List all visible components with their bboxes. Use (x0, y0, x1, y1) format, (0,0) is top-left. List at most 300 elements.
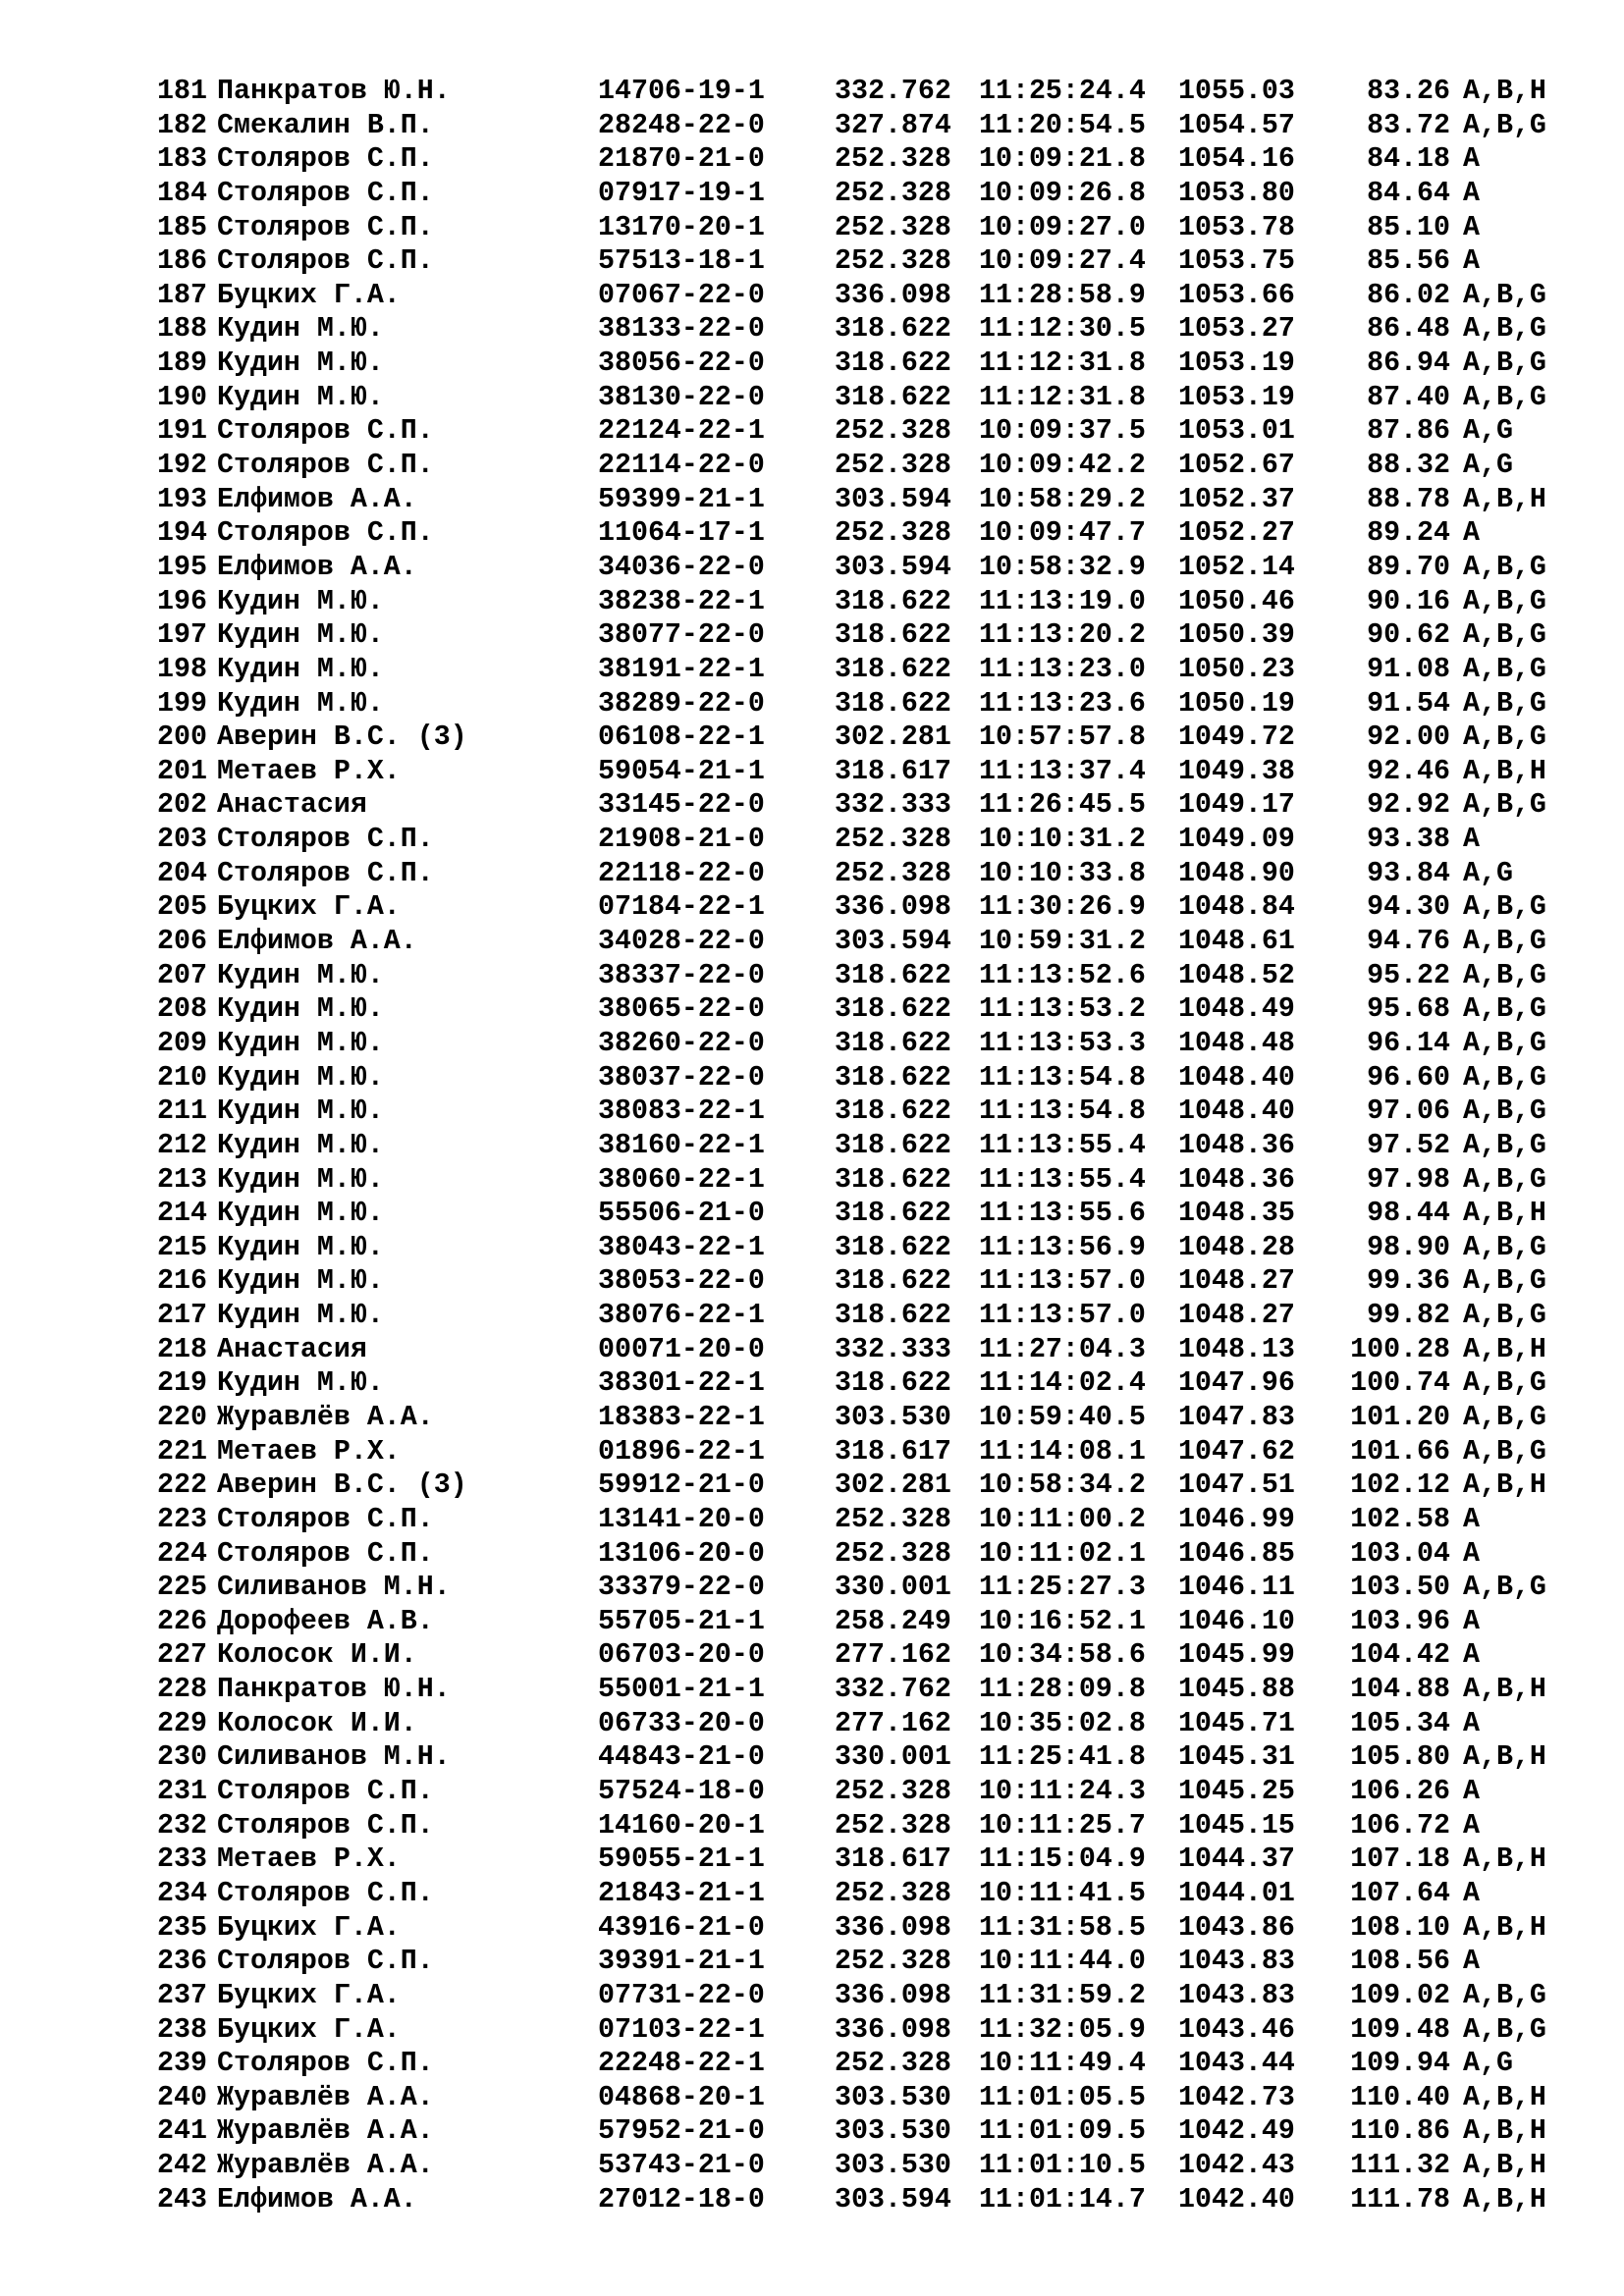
result-row (144, 551, 1558, 585)
ring-number: 06108-22-1 (598, 721, 765, 754)
class-codes: A (1463, 517, 1480, 550)
points-value: 89.24 (1367, 517, 1450, 550)
ring-number: 38043-22-1 (598, 1231, 765, 1263)
ring-number: 53743-21-0 (598, 2150, 765, 2182)
fancier-name: Смекалин В.П. (217, 109, 434, 141)
result-row (144, 2047, 1558, 2081)
position-number: 184 (157, 177, 207, 209)
speed-value: 1046.11 (1178, 1572, 1295, 1604)
fancier-name: Кудин М.Ю. (217, 653, 384, 685)
ring-number: 04868-20-1 (598, 2081, 765, 2113)
distance-km: 318.622 (835, 959, 951, 991)
distance-km: 318.622 (835, 1095, 951, 1128)
arrival-time: 10:59:31.2 (979, 926, 1146, 958)
distance-km: 303.530 (835, 2150, 951, 2182)
ring-number: 13170-20-1 (598, 211, 765, 243)
arrival-time: 11:25:24.4 (979, 76, 1146, 107)
ring-number: 07184-22-1 (598, 891, 765, 924)
position-number: 230 (157, 1741, 207, 1774)
arrival-time: 11:13:55.4 (979, 1163, 1146, 1196)
class-codes: A,B,G (1463, 1265, 1546, 1298)
position-number: 200 (157, 721, 207, 754)
fancier-name: Кудин М.Ю. (217, 1061, 384, 1094)
class-codes: A,B,H (1463, 1469, 1546, 1502)
points-value: 105.34 (1350, 1707, 1450, 1739)
position-number: 240 (157, 2081, 207, 2113)
position-number: 222 (157, 1469, 207, 1502)
speed-value: 1047.51 (1178, 1469, 1295, 1502)
ring-number: 33145-22-0 (598, 789, 765, 822)
result-row (144, 823, 1558, 857)
ring-number: 38053-22-0 (598, 1265, 765, 1298)
arrival-time: 11:01:14.7 (979, 2183, 1146, 2216)
points-value: 92.46 (1367, 755, 1450, 787)
speed-value: 1053.75 (1178, 245, 1295, 278)
class-codes: A,B,H (1463, 1333, 1546, 1365)
result-row (144, 1333, 1558, 1367)
arrival-time: 11:13:23.0 (979, 653, 1146, 685)
class-codes: A,B,G (1463, 1163, 1546, 1196)
speed-value: 1048.27 (1178, 1265, 1295, 1298)
ring-number: 13106-20-0 (598, 1537, 765, 1570)
distance-km: 318.622 (835, 1163, 951, 1196)
speed-value: 1042.49 (1178, 2115, 1295, 2148)
class-codes: A,B,G (1463, 1367, 1546, 1400)
distance-km: 252.328 (835, 245, 951, 278)
result-row (144, 1809, 1558, 1843)
distance-km: 252.328 (835, 1946, 951, 1978)
points-value: 96.60 (1367, 1061, 1450, 1094)
arrival-time: 11:28:58.9 (979, 279, 1146, 311)
arrival-time: 11:13:23.6 (979, 687, 1146, 720)
result-row (144, 1163, 1558, 1198)
result-row (144, 1877, 1558, 1911)
position-number: 195 (157, 551, 207, 583)
ring-number: 38160-22-1 (598, 1129, 765, 1161)
points-value: 87.40 (1367, 381, 1450, 413)
speed-value: 1045.88 (1178, 1674, 1295, 1706)
position-number: 219 (157, 1367, 207, 1400)
points-value: 84.18 (1367, 143, 1450, 176)
ring-number: 38037-22-0 (598, 1061, 765, 1094)
distance-km: 303.530 (835, 2081, 951, 2113)
speed-value: 1050.23 (1178, 653, 1295, 685)
fancier-name: Столяров С.П. (217, 1537, 434, 1570)
distance-km: 318.622 (835, 993, 951, 1026)
speed-value: 1049.09 (1178, 824, 1295, 856)
arrival-time: 11:13:57.0 (979, 1300, 1146, 1332)
distance-km: 336.098 (835, 279, 951, 311)
speed-value: 1045.25 (1178, 1776, 1295, 1808)
ring-number: 38191-22-1 (598, 653, 765, 685)
arrival-time: 11:13:20.2 (979, 619, 1146, 652)
points-value: 95.22 (1367, 959, 1450, 991)
points-value: 103.04 (1350, 1537, 1450, 1570)
ring-number: 21843-21-1 (598, 1877, 765, 1909)
distance-km: 252.328 (835, 857, 951, 889)
result-row (144, 1129, 1558, 1163)
ring-number: 38337-22-0 (598, 959, 765, 991)
ring-number: 55506-21-0 (598, 1198, 765, 1230)
result-row (144, 721, 1558, 755)
class-codes: A (1463, 1946, 1480, 1978)
class-codes: A,B,H (1463, 1198, 1546, 1230)
distance-km: 318.622 (835, 1061, 951, 1094)
position-number: 217 (157, 1300, 207, 1332)
points-value: 85.56 (1367, 245, 1450, 278)
arrival-time: 11:25:27.3 (979, 1572, 1146, 1604)
points-value: 103.96 (1350, 1605, 1450, 1637)
points-value: 91.54 (1367, 687, 1450, 720)
ring-number: 38301-22-1 (598, 1367, 765, 1400)
fancier-name: Елфимов А.А. (217, 483, 417, 515)
speed-value: 1048.27 (1178, 1300, 1295, 1332)
class-codes: A (1463, 1639, 1480, 1672)
position-number: 228 (157, 1674, 207, 1706)
position-number: 227 (157, 1639, 207, 1672)
ring-number: 21870-21-0 (598, 143, 765, 176)
fancier-name: Кудин М.Ю. (217, 381, 384, 413)
points-value: 88.32 (1367, 450, 1450, 482)
points-value: 106.26 (1350, 1776, 1450, 1808)
fancier-name: Кудин М.Ю. (217, 585, 384, 617)
speed-value: 1043.46 (1178, 2013, 1295, 2046)
distance-km: 258.249 (835, 1605, 951, 1637)
fancier-name: Силиванов М.Н. (217, 1741, 451, 1774)
points-value: 93.84 (1367, 857, 1450, 889)
distance-km: 252.328 (835, 450, 951, 482)
points-value: 110.40 (1350, 2081, 1450, 2113)
arrival-time: 10:35:02.8 (979, 1707, 1146, 1739)
result-row (144, 585, 1558, 619)
class-codes: A (1463, 1877, 1480, 1909)
ring-number: 33379-22-0 (598, 1572, 765, 1604)
distance-km: 252.328 (835, 1537, 951, 1570)
result-row (144, 1537, 1558, 1572)
arrival-time: 10:09:27.4 (979, 245, 1146, 278)
points-value: 111.32 (1350, 2150, 1450, 2182)
class-codes: A,B,G (1463, 926, 1546, 958)
distance-km: 252.328 (835, 1503, 951, 1535)
ring-number: 38083-22-1 (598, 1095, 765, 1128)
position-number: 208 (157, 993, 207, 1026)
result-row (144, 1061, 1558, 1095)
fancier-name: Буцких Г.А. (217, 891, 401, 924)
class-codes: A,B,H (1463, 1911, 1546, 1944)
points-value: 105.80 (1350, 1741, 1450, 1774)
result-row (144, 1027, 1558, 1061)
distance-km: 318.622 (835, 1367, 951, 1400)
points-value: 85.10 (1367, 211, 1450, 243)
position-number: 205 (157, 891, 207, 924)
position-number: 191 (157, 415, 207, 448)
result-row (144, 992, 1558, 1027)
class-codes: A,B,G (1463, 993, 1546, 1026)
position-number: 199 (157, 687, 207, 720)
arrival-time: 11:13:56.9 (979, 1231, 1146, 1263)
ring-number: 14706-19-1 (598, 76, 765, 107)
distance-km: 252.328 (835, 177, 951, 209)
speed-value: 1048.28 (1178, 1231, 1295, 1263)
result-row (144, 312, 1558, 347)
fancier-name: Столяров С.П. (217, 177, 434, 209)
class-codes: A,B,H (1463, 2115, 1546, 2148)
fancier-name: Кудин М.Ю. (217, 1129, 384, 1161)
fancier-name: Панкратов Ю.Н. (217, 1674, 451, 1706)
arrival-time: 10:09:37.5 (979, 415, 1146, 448)
ring-number: 57524-18-0 (598, 1776, 765, 1808)
result-row (144, 788, 1558, 823)
points-value: 98.44 (1367, 1198, 1450, 1230)
position-number: 209 (157, 1027, 207, 1059)
class-codes: A (1463, 143, 1480, 176)
class-codes: A,B,G (1463, 959, 1546, 991)
position-number: 225 (157, 1572, 207, 1604)
result-row (144, 687, 1558, 721)
ring-number: 57513-18-1 (598, 245, 765, 278)
position-number: 201 (157, 755, 207, 787)
ring-number: 07103-22-1 (598, 2013, 765, 2046)
ring-number: 38260-22-0 (598, 1027, 765, 1059)
fancier-name: Метаев Р.Х. (217, 755, 401, 787)
points-value: 104.42 (1350, 1639, 1450, 1672)
position-number: 194 (157, 517, 207, 550)
distance-km: 318.622 (835, 347, 951, 380)
class-codes: A,B,G (1463, 653, 1546, 685)
arrival-time: 10:10:31.2 (979, 824, 1146, 856)
ring-number: 22118-22-0 (598, 857, 765, 889)
class-codes: A,B,G (1463, 279, 1546, 311)
ring-number: 38238-22-1 (598, 585, 765, 617)
distance-km: 252.328 (835, 517, 951, 550)
speed-value: 1055.03 (1178, 76, 1295, 107)
arrival-time: 10:11:41.5 (979, 1877, 1146, 1909)
ring-number: 38130-22-0 (598, 381, 765, 413)
arrival-time: 11:32:05.9 (979, 2013, 1146, 2046)
class-codes: A (1463, 177, 1480, 209)
fancier-name: Кудин М.Ю. (217, 1198, 384, 1230)
arrival-time: 10:09:47.7 (979, 517, 1146, 550)
arrival-time: 11:13:19.0 (979, 585, 1146, 617)
result-row (144, 2149, 1558, 2183)
points-value: 84.64 (1367, 177, 1450, 209)
distance-km: 332.762 (835, 76, 951, 107)
class-codes: A (1463, 1809, 1480, 1842)
distance-km: 318.622 (835, 1300, 951, 1332)
arrival-time: 11:31:59.2 (979, 1979, 1146, 2011)
position-number: 243 (157, 2183, 207, 2216)
points-value: 93.38 (1367, 824, 1450, 856)
class-codes: A,B,H (1463, 483, 1546, 515)
speed-value: 1042.40 (1178, 2183, 1295, 2216)
points-value: 97.98 (1367, 1163, 1450, 1196)
fancier-name: Кудин М.Ю. (217, 993, 384, 1026)
result-row (144, 2114, 1558, 2149)
position-number: 226 (157, 1605, 207, 1637)
class-codes: A,G (1463, 857, 1513, 889)
fancier-name: Буцких Г.А. (217, 1911, 401, 1944)
speed-value: 1053.27 (1178, 313, 1295, 346)
class-codes: A (1463, 1503, 1480, 1535)
speed-value: 1045.31 (1178, 1741, 1295, 1774)
position-number: 186 (157, 245, 207, 278)
arrival-time: 10:58:34.2 (979, 1469, 1146, 1502)
arrival-time: 10:58:29.2 (979, 483, 1146, 515)
position-number: 235 (157, 1911, 207, 1944)
ring-number: 57952-21-0 (598, 2115, 765, 2148)
distance-km: 336.098 (835, 1979, 951, 2011)
class-codes: A,B,G (1463, 1401, 1546, 1433)
distance-km: 252.328 (835, 415, 951, 448)
result-row (144, 653, 1558, 687)
class-codes: A,B,G (1463, 1572, 1546, 1604)
points-value: 97.52 (1367, 1129, 1450, 1161)
arrival-time: 11:01:10.5 (979, 2150, 1146, 2182)
position-number: 182 (157, 109, 207, 141)
result-row (144, 1401, 1558, 1435)
position-number: 216 (157, 1265, 207, 1298)
distance-km: 252.328 (835, 2048, 951, 2080)
position-number: 232 (157, 1809, 207, 1842)
distance-km: 318.617 (835, 1435, 951, 1468)
points-value: 108.10 (1350, 1911, 1450, 1944)
class-codes: A,B,G (1463, 1435, 1546, 1468)
arrival-time: 11:12:31.8 (979, 381, 1146, 413)
arrival-time: 11:13:53.2 (979, 993, 1146, 1026)
ring-number: 59399-21-1 (598, 483, 765, 515)
speed-value: 1043.83 (1178, 1946, 1295, 1978)
distance-km: 277.162 (835, 1639, 951, 1672)
class-codes: A,B,H (1463, 2150, 1546, 2182)
points-value: 90.62 (1367, 619, 1450, 652)
fancier-name: Елфимов А.А. (217, 926, 417, 958)
points-value: 107.64 (1350, 1877, 1450, 1909)
class-codes: A,B,G (1463, 347, 1546, 380)
fancier-name: Панкратов Ю.Н. (217, 76, 451, 107)
class-codes: A (1463, 1605, 1480, 1637)
class-codes: A,B,G (1463, 1095, 1546, 1128)
fancier-name: Столяров С.П. (217, 1776, 434, 1808)
points-value: 97.06 (1367, 1095, 1450, 1128)
speed-value: 1047.96 (1178, 1367, 1295, 1400)
arrival-time: 11:12:30.5 (979, 313, 1146, 346)
result-row (144, 1264, 1558, 1299)
position-number: 206 (157, 926, 207, 958)
arrival-time: 11:14:08.1 (979, 1435, 1146, 1468)
arrival-time: 10:11:49.4 (979, 2048, 1146, 2080)
result-row (144, 177, 1558, 211)
points-value: 102.58 (1350, 1503, 1450, 1535)
speed-value: 1053.19 (1178, 347, 1295, 380)
results-list (144, 75, 1558, 2216)
position-number: 237 (157, 1979, 207, 2011)
fancier-name: Буцких Г.А. (217, 2013, 401, 2046)
position-number: 241 (157, 2115, 207, 2148)
position-number: 196 (157, 585, 207, 617)
result-row (144, 1571, 1558, 1605)
result-row (144, 1707, 1558, 1741)
points-value: 100.74 (1350, 1367, 1450, 1400)
speed-value: 1048.52 (1178, 959, 1295, 991)
points-value: 95.68 (1367, 993, 1450, 1026)
points-value: 101.20 (1350, 1401, 1450, 1433)
arrival-time: 10:10:33.8 (979, 857, 1146, 889)
points-value: 86.48 (1367, 313, 1450, 346)
class-codes: A,B,G (1463, 1027, 1546, 1059)
result-row (144, 414, 1558, 449)
ring-number: 39391-21-1 (598, 1946, 765, 1978)
speed-value: 1043.86 (1178, 1911, 1295, 1944)
position-number: 231 (157, 1776, 207, 1808)
fancier-name: Анастасия (217, 789, 367, 822)
points-value: 96.14 (1367, 1027, 1450, 1059)
class-codes: A,B,G (1463, 109, 1546, 141)
ring-number: 34028-22-0 (598, 926, 765, 958)
points-value: 102.12 (1350, 1469, 1450, 1502)
distance-km: 318.622 (835, 1265, 951, 1298)
arrival-time: 10:34:58.6 (979, 1639, 1146, 1672)
distance-km: 318.622 (835, 687, 951, 720)
speed-value: 1049.17 (1178, 789, 1295, 822)
arrival-time: 10:09:26.8 (979, 177, 1146, 209)
fancier-name: Столяров С.П. (217, 1877, 434, 1909)
speed-value: 1048.49 (1178, 993, 1295, 1026)
result-row (144, 1842, 1558, 1877)
speed-value: 1048.40 (1178, 1095, 1295, 1128)
fancier-name: Анастасия (217, 1333, 367, 1365)
fancier-name: Кудин М.Ю. (217, 1095, 384, 1128)
distance-km: 318.622 (835, 585, 951, 617)
class-codes: A,G (1463, 450, 1513, 482)
position-number: 192 (157, 450, 207, 482)
distance-km: 252.328 (835, 143, 951, 176)
points-value: 109.94 (1350, 2048, 1450, 2080)
ring-number: 13141-20-0 (598, 1503, 765, 1535)
class-codes: A,B,H (1463, 1843, 1546, 1876)
class-codes: A,B,G (1463, 2013, 1546, 2046)
points-value: 111.78 (1350, 2183, 1450, 2216)
ring-number: 01896-22-1 (598, 1435, 765, 1468)
result-row (144, 2013, 1558, 2048)
result-row (144, 75, 1558, 109)
distance-km: 318.622 (835, 313, 951, 346)
speed-value: 1048.36 (1178, 1129, 1295, 1161)
points-value: 98.90 (1367, 1231, 1450, 1263)
arrival-time: 11:13:54.8 (979, 1095, 1146, 1128)
ring-number: 59912-21-0 (598, 1469, 765, 1502)
fancier-name: Кудин М.Ю. (217, 1231, 384, 1263)
arrival-time: 10:57:57.8 (979, 721, 1146, 754)
ring-number: 27012-18-0 (598, 2183, 765, 2216)
fancier-name: Буцких Г.А. (217, 1979, 401, 2011)
fancier-name: Дорофеев А.В. (217, 1605, 434, 1637)
result-row (144, 1095, 1558, 1129)
result-row (144, 1503, 1558, 1537)
ring-number: 38076-22-1 (598, 1300, 765, 1332)
ring-number: 43916-21-0 (598, 1911, 765, 1944)
result-row (144, 1775, 1558, 1809)
points-value: 91.08 (1367, 653, 1450, 685)
speed-value: 1053.01 (1178, 415, 1295, 448)
position-number: 234 (157, 1877, 207, 1909)
ring-number: 59055-21-1 (598, 1843, 765, 1876)
distance-km: 318.622 (835, 1198, 951, 1230)
class-codes: A,B,G (1463, 1061, 1546, 1094)
speed-value: 1048.13 (1178, 1333, 1295, 1365)
position-number: 218 (157, 1333, 207, 1365)
points-value: 99.36 (1367, 1265, 1450, 1298)
position-number: 215 (157, 1231, 207, 1263)
